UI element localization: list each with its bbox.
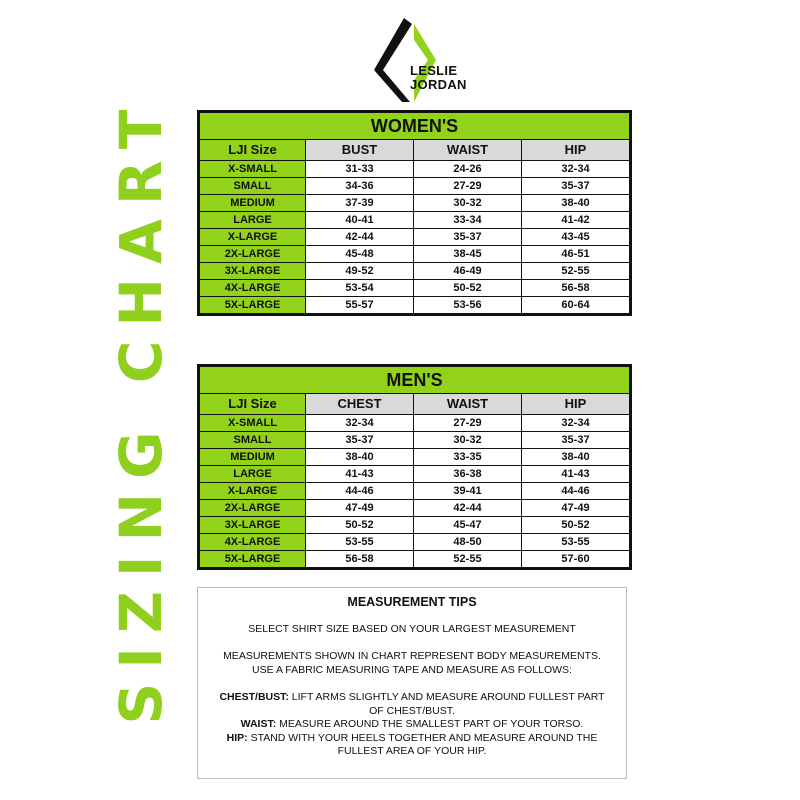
measurement-cell: 37-39 — [306, 195, 414, 212]
table-row — [200, 449, 630, 466]
table-row — [200, 280, 630, 297]
size-cell: MEDIUM — [200, 449, 306, 466]
measurement-cell: 46-49 — [414, 263, 522, 280]
womens-size-table — [197, 110, 632, 316]
size-cell: 2X-LARGE — [200, 500, 306, 517]
column-header: HIP — [522, 394, 630, 415]
size-cell: 5X-LARGE — [200, 297, 306, 314]
size-cell: 3X-LARGE — [200, 517, 306, 534]
size-cell: 4X-LARGE — [200, 534, 306, 551]
table-row — [200, 297, 630, 314]
table-row — [200, 212, 630, 229]
measurement-cell: 30-32 — [414, 195, 522, 212]
measurement-cell: 52-55 — [522, 263, 630, 280]
tips-waist — [198, 718, 626, 732]
measurement-cell: 53-56 — [414, 297, 522, 314]
measurement-cell: 53-55 — [522, 534, 630, 551]
measurement-cell: 32-34 — [522, 415, 630, 432]
table-row — [200, 432, 630, 449]
measurement-cell: 46-51 — [522, 246, 630, 263]
table-row — [200, 551, 630, 568]
table-row — [200, 517, 630, 534]
size-cell: MEDIUM — [200, 195, 306, 212]
logo-text-line2: JORDAN — [410, 77, 467, 92]
measurement-cell: 39-41 — [414, 483, 522, 500]
measurement-cell: 27-29 — [414, 178, 522, 195]
measurement-cell: 60-64 — [522, 297, 630, 314]
column-header: WAIST — [414, 140, 522, 161]
vertical-title-text: SIZING CHART — [107, 95, 175, 725]
tips-line-largest: SELECT SHIRT SIZE BASED ON YOUR LARGEST MEASUREMENT — [248, 622, 576, 635]
measurement-cell: 33-35 — [414, 449, 522, 466]
measurement-cell: 42-44 — [414, 500, 522, 517]
table-row — [200, 483, 630, 500]
column-header: LJI Size — [200, 140, 306, 161]
table-row — [200, 263, 630, 280]
measurement-cell: 35-37 — [306, 432, 414, 449]
size-cell: 2X-LARGE — [200, 246, 306, 263]
measurement-cell: 50-52 — [414, 280, 522, 297]
measurement-cell: 42-44 — [306, 229, 414, 246]
measurement-cell: 30-32 — [414, 432, 522, 449]
measurement-cell: 31-33 — [306, 161, 414, 178]
measurement-cell: 38-40 — [306, 449, 414, 466]
measurement-cell: 52-55 — [414, 551, 522, 568]
table-row — [200, 161, 630, 178]
measurement-cell: 33-34 — [414, 212, 522, 229]
measurement-cell: 41-42 — [522, 212, 630, 229]
measurement-cell: 44-46 — [522, 483, 630, 500]
womens-table-body — [200, 161, 630, 314]
measurement-cell: 38-45 — [414, 246, 522, 263]
column-header: CHEST — [306, 394, 414, 415]
measurement-cell: 57-60 — [522, 551, 630, 568]
measurement-cell: 36-38 — [414, 466, 522, 483]
column-header: LJI Size — [200, 394, 306, 415]
measurement-cell: 32-34 — [522, 161, 630, 178]
measurement-cell: 38-40 — [522, 449, 630, 466]
measurement-cell: 50-52 — [522, 517, 630, 534]
table-row — [200, 178, 630, 195]
tips-line-body-measurements: MEASUREMENTS SHOWN IN CHART REPRESENT BODY MEASUREMENTS. USE A FABRIC MEASURING TAPE AND MEASURE AS FOLLOWS: — [223, 650, 601, 676]
table-row — [200, 466, 630, 483]
measurement-cell: 35-37 — [522, 432, 630, 449]
table-row — [200, 534, 630, 551]
tips-hip-text: STAND WITH YOUR HEELS TOGETHER AND MEASURE AROUND THE FULLEST AREA OF YOUR HIP. — [247, 731, 598, 757]
measurement-tips-box — [197, 587, 627, 779]
size-cell: 5X-LARGE — [200, 551, 306, 568]
mens-table-title: MEN'S — [200, 367, 630, 394]
size-cell: X-SMALL — [200, 415, 306, 432]
tips-hip — [198, 732, 626, 759]
measurement-cell: 45-48 — [306, 246, 414, 263]
size-cell: 4X-LARGE — [200, 280, 306, 297]
measurement-cell: 27-29 — [414, 415, 522, 432]
tips-waist-text: MEASURE AROUND THE SMALLEST PART OF YOUR TORSO. — [276, 718, 584, 730]
mens-header-row — [200, 394, 630, 415]
measurement-cell: 43-45 — [522, 229, 630, 246]
measurement-cell: 40-41 — [306, 212, 414, 229]
size-cell: SMALL — [200, 178, 306, 195]
tips-hip-label: HIP: — [226, 731, 248, 744]
measurement-cell: 32-34 — [306, 415, 414, 432]
measurement-cell: 45-47 — [414, 517, 522, 534]
measurement-cell: 44-46 — [306, 483, 414, 500]
column-header: WAIST — [414, 394, 522, 415]
measurement-cell: 56-58 — [306, 551, 414, 568]
measurement-cell: 48-50 — [414, 534, 522, 551]
table-row — [200, 195, 630, 212]
size-cell: 3X-LARGE — [200, 263, 306, 280]
measurement-cell: 53-54 — [306, 280, 414, 297]
vertical-title — [107, 95, 175, 725]
size-cell: LARGE — [200, 212, 306, 229]
measurement-cell: 41-43 — [522, 466, 630, 483]
size-cell: SMALL — [200, 432, 306, 449]
mens-table-body — [200, 415, 630, 568]
measurement-cell: 35-37 — [414, 229, 522, 246]
size-cell: X-LARGE — [200, 483, 306, 500]
tips-chest-text: LIFT ARMS SLIGHTLY AND MEASURE AROUND FULLEST PART OF CHEST/BUST. — [288, 691, 605, 717]
measurement-cell: 34-36 — [306, 178, 414, 195]
tips-chest — [198, 691, 626, 718]
measurement-cell: 24-26 — [414, 161, 522, 178]
measurement-cell: 38-40 — [522, 195, 630, 212]
mens-size-table — [197, 364, 632, 570]
size-cell: X-LARGE — [200, 229, 306, 246]
tips-waist-label: WAIST: — [240, 718, 277, 730]
size-cell: X-SMALL — [200, 161, 306, 178]
column-header: HIP — [522, 140, 630, 161]
measurement-cell: 49-52 — [306, 263, 414, 280]
column-header: BUST — [306, 140, 414, 161]
measurement-cell: 35-37 — [522, 178, 630, 195]
table-row — [200, 246, 630, 263]
measurement-cell: 50-52 — [306, 517, 414, 534]
table-row — [200, 415, 630, 432]
tips-chest-label: CHEST/BUST: — [219, 691, 289, 703]
measurement-cell: 41-43 — [306, 466, 414, 483]
measurement-cell: 47-49 — [306, 500, 414, 517]
table-row — [200, 229, 630, 246]
measurement-cell: 53-55 — [306, 534, 414, 551]
measurement-cell: 56-58 — [522, 280, 630, 297]
measurement-cell: 55-57 — [306, 297, 414, 314]
measurement-cell: 47-49 — [522, 500, 630, 517]
womens-header-row — [200, 140, 630, 161]
size-cell: LARGE — [200, 466, 306, 483]
brand-logo — [374, 18, 484, 102]
logo-text-line1: LESLIE — [410, 63, 458, 78]
womens-table-title: WOMEN'S — [200, 113, 630, 140]
table-row — [200, 500, 630, 517]
tips-title: MEASUREMENT TIPS — [347, 595, 477, 609]
